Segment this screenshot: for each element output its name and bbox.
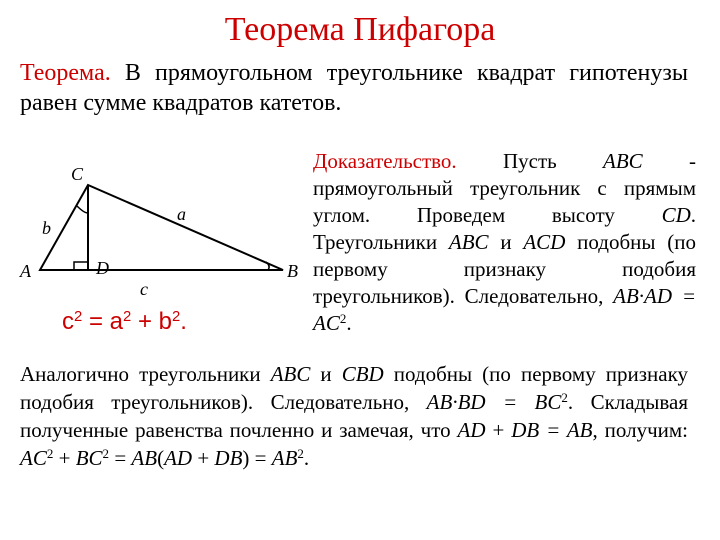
proof-exp: 2 <box>339 310 347 326</box>
tail-exp: 2 <box>102 445 110 461</box>
angle-arc-c <box>77 206 88 213</box>
tail-ad: AD <box>164 446 193 470</box>
label-c-vertex: C <box>71 164 84 184</box>
tail-end: . <box>303 446 310 470</box>
proof-text: - прямоугольный треугольник с прямым углом. Проведем высоту <box>313 149 696 227</box>
formula-eq: = <box>82 308 110 335</box>
tail-db: DB <box>214 446 243 470</box>
formula-plus: + <box>131 308 159 335</box>
label-d-point: D <box>96 258 109 278</box>
tail-ac: AC <box>20 446 47 470</box>
pythagorean-formula <box>62 308 187 336</box>
tail-exp: 2 <box>297 445 304 461</box>
formula-c: c <box>62 308 74 335</box>
tail-equation: AB·BD = BC <box>426 390 562 414</box>
tail-text: ) = <box>242 446 272 470</box>
tail-text: = <box>109 446 132 470</box>
tail-text: подобны (по первому признаку подобия треугольников). Следовательно, <box>20 362 688 414</box>
proof-acd: ACD <box>523 230 566 254</box>
formula-exp-c: 2 <box>74 308 83 325</box>
tail-abc: ABC <box>270 362 311 386</box>
label-side-c: c <box>140 279 148 299</box>
label-side-a: a <box>177 204 186 224</box>
tail-ad: AD <box>457 418 486 442</box>
proof-cd: CD <box>661 203 691 227</box>
tail-text: , получим: <box>592 418 689 442</box>
tail-db: DB = AB <box>511 418 593 442</box>
formula-exp-b: 2 <box>172 308 181 325</box>
tail-ab: AB <box>271 446 298 470</box>
tail-text: + <box>53 446 76 470</box>
proof-equation: AB·AD = AC <box>313 284 697 335</box>
label-side-b: b <box>42 218 51 238</box>
page-title: Теорема Пифагора <box>224 11 496 48</box>
proof-paragraph <box>313 148 696 337</box>
tail-text: . Складывая полученные равенства почленно и замечая, что <box>20 390 688 442</box>
tail-text: + <box>192 446 215 470</box>
formula-a: a <box>109 308 123 335</box>
proof-end: . <box>346 311 352 335</box>
formula-end: . <box>180 308 187 335</box>
conclusion-paragraph <box>20 360 688 472</box>
label-b-vertex: B <box>287 261 298 281</box>
proof-abc: ABC <box>448 230 489 254</box>
tail-exp: 2 <box>46 445 54 461</box>
tail-ab: AB <box>131 446 158 470</box>
tail-text: и <box>310 362 342 386</box>
tail-exp: 2 <box>561 389 568 405</box>
proof-label: Доказательство. <box>313 149 457 173</box>
proof-text: подобны (по первому признаку подобия треугольников). Следовательно, <box>313 230 696 308</box>
tail-text: ( <box>157 446 165 470</box>
proof-text: Пусть <box>456 149 604 173</box>
label-a-vertex: A <box>20 261 31 281</box>
proof-text: . Треугольники <box>313 203 696 254</box>
formula-b: b <box>158 308 172 335</box>
tail-text: + <box>485 418 512 442</box>
tail-bc: BC <box>75 446 103 470</box>
theorem-label: Теорема. <box>20 60 111 86</box>
formula-exp-a: 2 <box>123 308 132 325</box>
proof-abc: ABC <box>603 149 643 173</box>
tail-text: Аналогично треугольники <box>20 362 271 386</box>
right-angle-mark <box>74 262 88 270</box>
tail-cbd: CBD <box>341 362 384 386</box>
proof-text: и <box>488 230 524 254</box>
theorem-text: В прямоугольном треугольнике квадрат гипотенузы равен сумме квадратов катетов. <box>20 60 689 116</box>
triangle-abc <box>40 185 283 270</box>
